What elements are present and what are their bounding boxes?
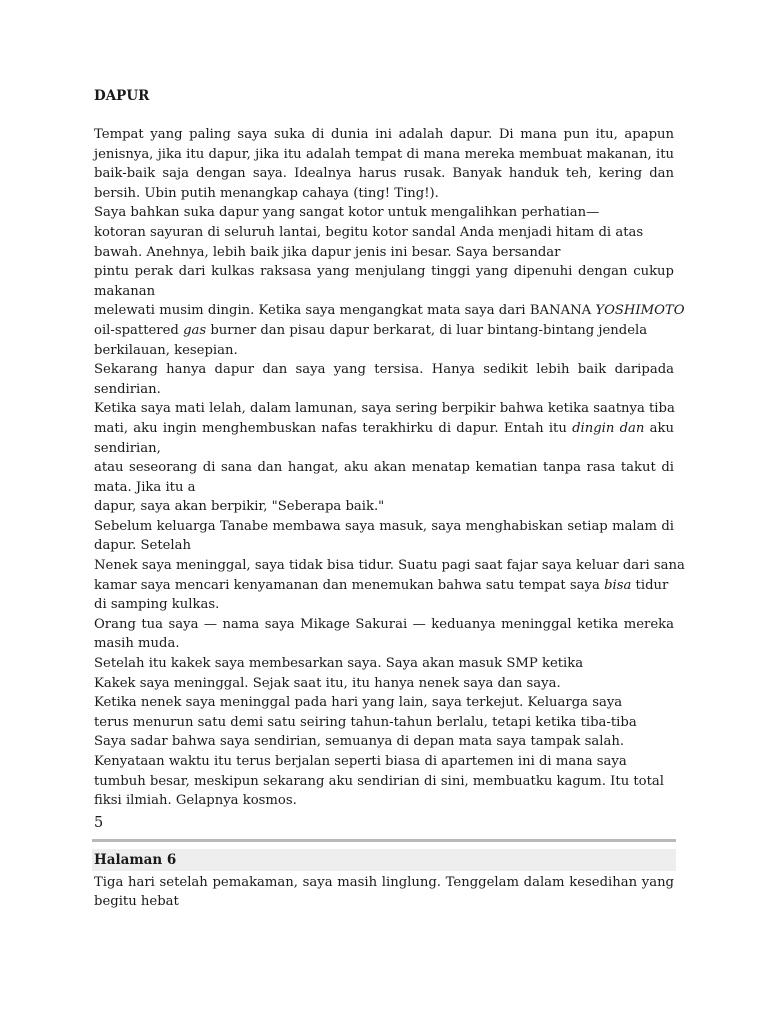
text-run: tidur bbox=[631, 577, 669, 593]
text-run: melewati musim dingin. Ketika saya mengangkat mata saya dari BANANA bbox=[94, 303, 596, 319]
italic-text: dingin dan bbox=[572, 420, 645, 436]
text-line: tumbuh besar, meskipun sekarang aku sendirian di sini, membuatku kagum. Itu total bbox=[94, 773, 664, 789]
text-line: Sekarang hanya dapur dan saya yang tersisa. Hanya sedikit lebih baik daripada bbox=[94, 362, 674, 378]
text-line: Orang tua saya — nama saya Mikage Sakurai — keduanya meninggal ketika mereka bbox=[94, 616, 674, 632]
document-body bbox=[94, 125, 685, 811]
page-number: 5 bbox=[94, 814, 104, 831]
text-line: Nenek saya meninggal, saya tidak bisa tidur. Suatu pagi saat fajar saya keluar dari sana bbox=[94, 558, 685, 574]
text-line: bawah. Anehnya, lebih baik jika dapur jenis ini besar. Saya bersandar bbox=[94, 244, 561, 260]
paragraph-3 bbox=[94, 223, 674, 262]
text-line: jenisnya, jika itu dapur, jika itu adalah tempat di mana mereka membuat makanan, itu bbox=[94, 146, 674, 162]
text-run: kamar saya mencari kenyamanan dan menemukan bahwa satu tempat saya bbox=[94, 577, 605, 593]
text-line: kotoran sayuran di seluruh lantai, begitu kotor sandal Anda menjadi hitam di atas bbox=[94, 224, 644, 240]
text-line: pintu perak dari kulkas raksasa yang menjulang tinggi yang dipenuhi dengan cukup bbox=[94, 264, 674, 280]
text-line: Kenyataan waktu itu terus berjalan seperti biasa di apartemen ini di mana saya bbox=[94, 754, 627, 769]
text-run: mati, aku ingin menghembuskan nafas terakhirku di dapur. Entah itu bbox=[94, 420, 573, 436]
text-line: Tempat yang paling saya suka di dunia ini adalah dapur. Di mana pun itu, apapun bbox=[94, 127, 674, 142]
text-line: Sebelum keluarga Tanabe membawa saya masuk, saya menghabiskan setiap malam di bbox=[94, 518, 674, 534]
text-line: bersih. Ubin putih menangkap cahaya (ting! Ting!). bbox=[94, 185, 439, 201]
text-line: Ketika nenek saya meninggal pada hari yang lain, saya terkejut. Keluarga saya bbox=[94, 695, 623, 711]
page-divider bbox=[92, 839, 676, 842]
text-line: Setelah itu kakek saya membesarkan saya. Saya akan masuk SMP ketika bbox=[94, 656, 584, 672]
text-line: begitu hebat bbox=[94, 894, 179, 910]
text-line: Kakek saya meninggal. Sejak saat itu, itu hanya nenek saya dan saya. bbox=[94, 675, 561, 691]
text-line: baik-baik saja dengan saya. Idealnya harus rusak. Banyak handuk teh, kering dan bbox=[94, 166, 674, 182]
text-line: Saya bahkan suka dapur yang sangat kotor untuk mengalihkan perhatian— bbox=[94, 205, 600, 221]
text-run: aku bbox=[644, 420, 675, 436]
next-page-header: Halaman 6 bbox=[92, 849, 676, 871]
text-line: di samping kulkas. bbox=[94, 597, 220, 613]
document-page bbox=[94, 86, 685, 912]
italic-text: gas bbox=[183, 322, 207, 338]
text-line: berkilauan, kesepian. bbox=[94, 342, 238, 358]
text-line: Ketika saya mati lelah, dalam lamunan, saya sering berpikir bahwa ketika saatnya tiba bbox=[94, 401, 675, 417]
text-line: mata. Jika itu a bbox=[94, 479, 196, 495]
paragraph-13 bbox=[94, 654, 674, 811]
document-title: DAPUR bbox=[94, 88, 150, 104]
text-run: oil-spattered bbox=[94, 322, 184, 338]
next-page-body bbox=[94, 873, 674, 912]
text-run: burner dan pisau dapur berkarat, di luar bintang-bintang jendela bbox=[206, 322, 648, 338]
text-line: atau seseorang di sana dan hangat, aku akan menatap kematian tanpa rasa takut di bbox=[94, 460, 674, 476]
paragraph-6 bbox=[94, 360, 674, 399]
paragraph-next-1 bbox=[94, 873, 674, 912]
text-line bbox=[94, 321, 674, 341]
text-line: sendirian, bbox=[94, 440, 161, 456]
text-line: dapur. Setelah bbox=[94, 538, 191, 554]
italic-text: YOSHIMOTO bbox=[595, 303, 685, 319]
text-line: Saya sadar bahwa saya sendirian, semuanya di depan mata saya tampak salah. bbox=[94, 734, 625, 750]
paragraph-9 bbox=[94, 497, 674, 517]
text-line: fiksi ilmiah. Gelapnya kosmos. bbox=[94, 793, 297, 809]
text-line: sendirian. bbox=[94, 381, 161, 397]
paragraph-8 bbox=[94, 458, 674, 497]
paragraph-1 bbox=[94, 125, 674, 203]
text-line bbox=[94, 576, 674, 596]
paragraph-5 bbox=[94, 301, 685, 360]
paragraph-2 bbox=[94, 203, 674, 223]
paragraph-4 bbox=[94, 262, 674, 301]
paragraph-7 bbox=[94, 399, 674, 458]
italic-text: bisa bbox=[604, 577, 632, 593]
text-line: terus menurun satu demi satu seiring tahun-tahun berlalu, tetapi ketika tiba-tiba bbox=[94, 714, 637, 730]
text-line bbox=[94, 301, 685, 321]
text-line: Tiga hari setelah pemakaman, saya masih linglung. Tenggelam dalam kesedihan yang bbox=[94, 874, 674, 890]
text-line: dapur, saya akan berpikir, "Seberapa baik." bbox=[94, 499, 385, 515]
paragraph-11 bbox=[94, 556, 685, 615]
paragraph-12 bbox=[94, 615, 674, 654]
text-line: masih muda. bbox=[94, 636, 180, 652]
text-line: makanan bbox=[94, 283, 156, 299]
paragraph-10 bbox=[94, 517, 674, 556]
text-line bbox=[94, 419, 674, 439]
